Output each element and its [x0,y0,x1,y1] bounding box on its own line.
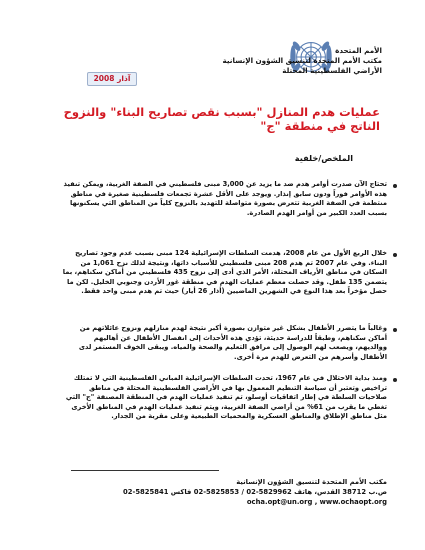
footer-contact: ص.ب 38712 القدس، هاتف 5829962-02 / 5825853-02 فاكس 5825841-02 [123,488,387,496]
bullet-dot [393,184,397,188]
paragraph-1: تحتاج الآن صدرت أوامر هدم ضد ما يزيد عن 3,000 مبنى فلسطيني في الضفة الغربية، ويمكن تنفيذ هذه الأوامر فوراً ودون سابق إنذار. ويوجد على الأقل عشرة تجمعات فلسطينية صغيرة في مناطق منتظمة في الضفة الغربية تتعرض بصورة متواصلة للتهديد بالنزوح كلياً من المناطق التي يسكنونها بسبب العدد الكبير من أوامر الهدم الصادرة. [63,180,387,217]
footer-office: مكتب الأمم المتحدة لتنسيق الشؤون الإنسانية [236,478,387,486]
organization-header [150,46,382,76]
org-line-3: الأراضي الفلسطينية المحتلة [282,66,382,75]
footer [60,477,387,507]
document-title: عمليات هدم المنازل "بسبب نقص تصاريح البناء" والنزوح الناتج في منطقة "ج" [63,105,380,133]
date-badge: آذار 2008 [87,72,137,86]
org-line-2: مكتب الأمم المتحدة لتنسيق الشؤون الإنسانية [222,56,382,65]
bullet-dot [393,378,397,382]
paragraph-4: ومنذ بداية الاحتلال في عام 1967، تحدت السلطات الإسرائيلية المباني الفلسطينية التي لا تمتلك تراخيص وتعتبر أن سياسة التنظيم المعمول بها في الأراضي الفلسطينية المحتلة في مناطق صلاحيات السلطة في إطار اتفاقيات أوسلو، تم تنفيذ عمليات الهدم في المنطقة المصنفة "ج" التي تغطي ما يقرب من 61% من أراضي الضفة الغربية، ويتم تنفيذ عمليات الهدم في المناطق الأخرى مثل مناطق الإطلاق والمناطق العسكرية والمحميات الطبيعية وعلى مقربة من الجدار. [65,374,387,420]
org-line-1: الأمم المتحدة [335,46,382,55]
footer-divider [71,470,219,471]
paragraph-2: خلال الربع الأول من عام 2008، هدمت السلطات الإسرائيلية 124 مبنى بسبب عدم وجود تصاريح البناء. وفي عام 2007 تم هدم 208 مبنى فلسطيني للأسباب ذاتها، ونتيجة لذلك نزح 1,061 من السكان في مناطق الأرياف المحتلة، الأمر الذي أدى إلى نزوح 435 فلسطيني من أماكن سكناهم، بما يتضمن 135 طفل. وقد حصلت معظم عمليات الهدم في منطقة غور الأردن وجنوبي الخليل. لكن ما حصل مؤخراً بعد هذا النوع في الشهرين الماضيين (أذار 26 أيار) حيث تم هدم مبنى واحد فقط. [62,249,387,295]
bullet-dot [393,328,397,332]
footer-links[interactable]: ocha.opt@un.org , www.ochaopt.org [246,498,387,506]
bullet-dot [393,253,397,257]
paragraph-3: وغالباً ما يتضرر الأطفال بشكل غير متوازن بصورة أكبر نتيجة لهدم منازلهم ونزوح عائلاتهم من أماكن سكناهم، وطبقاً للدراسة حديثة، تؤدي هذه الأحداث إلى انفصال الأطفال عن أهاليهم ووالديهم، ويصعب لهم الوصول إلى مرافق التعليم والصحة والمياه. ويبقى الخوف المستمر لدى الأطفال وأسرهم من التعرض للهدم مرة أخرى. [78,324,387,361]
section-heading: الملخص/خلفية [294,153,353,163]
